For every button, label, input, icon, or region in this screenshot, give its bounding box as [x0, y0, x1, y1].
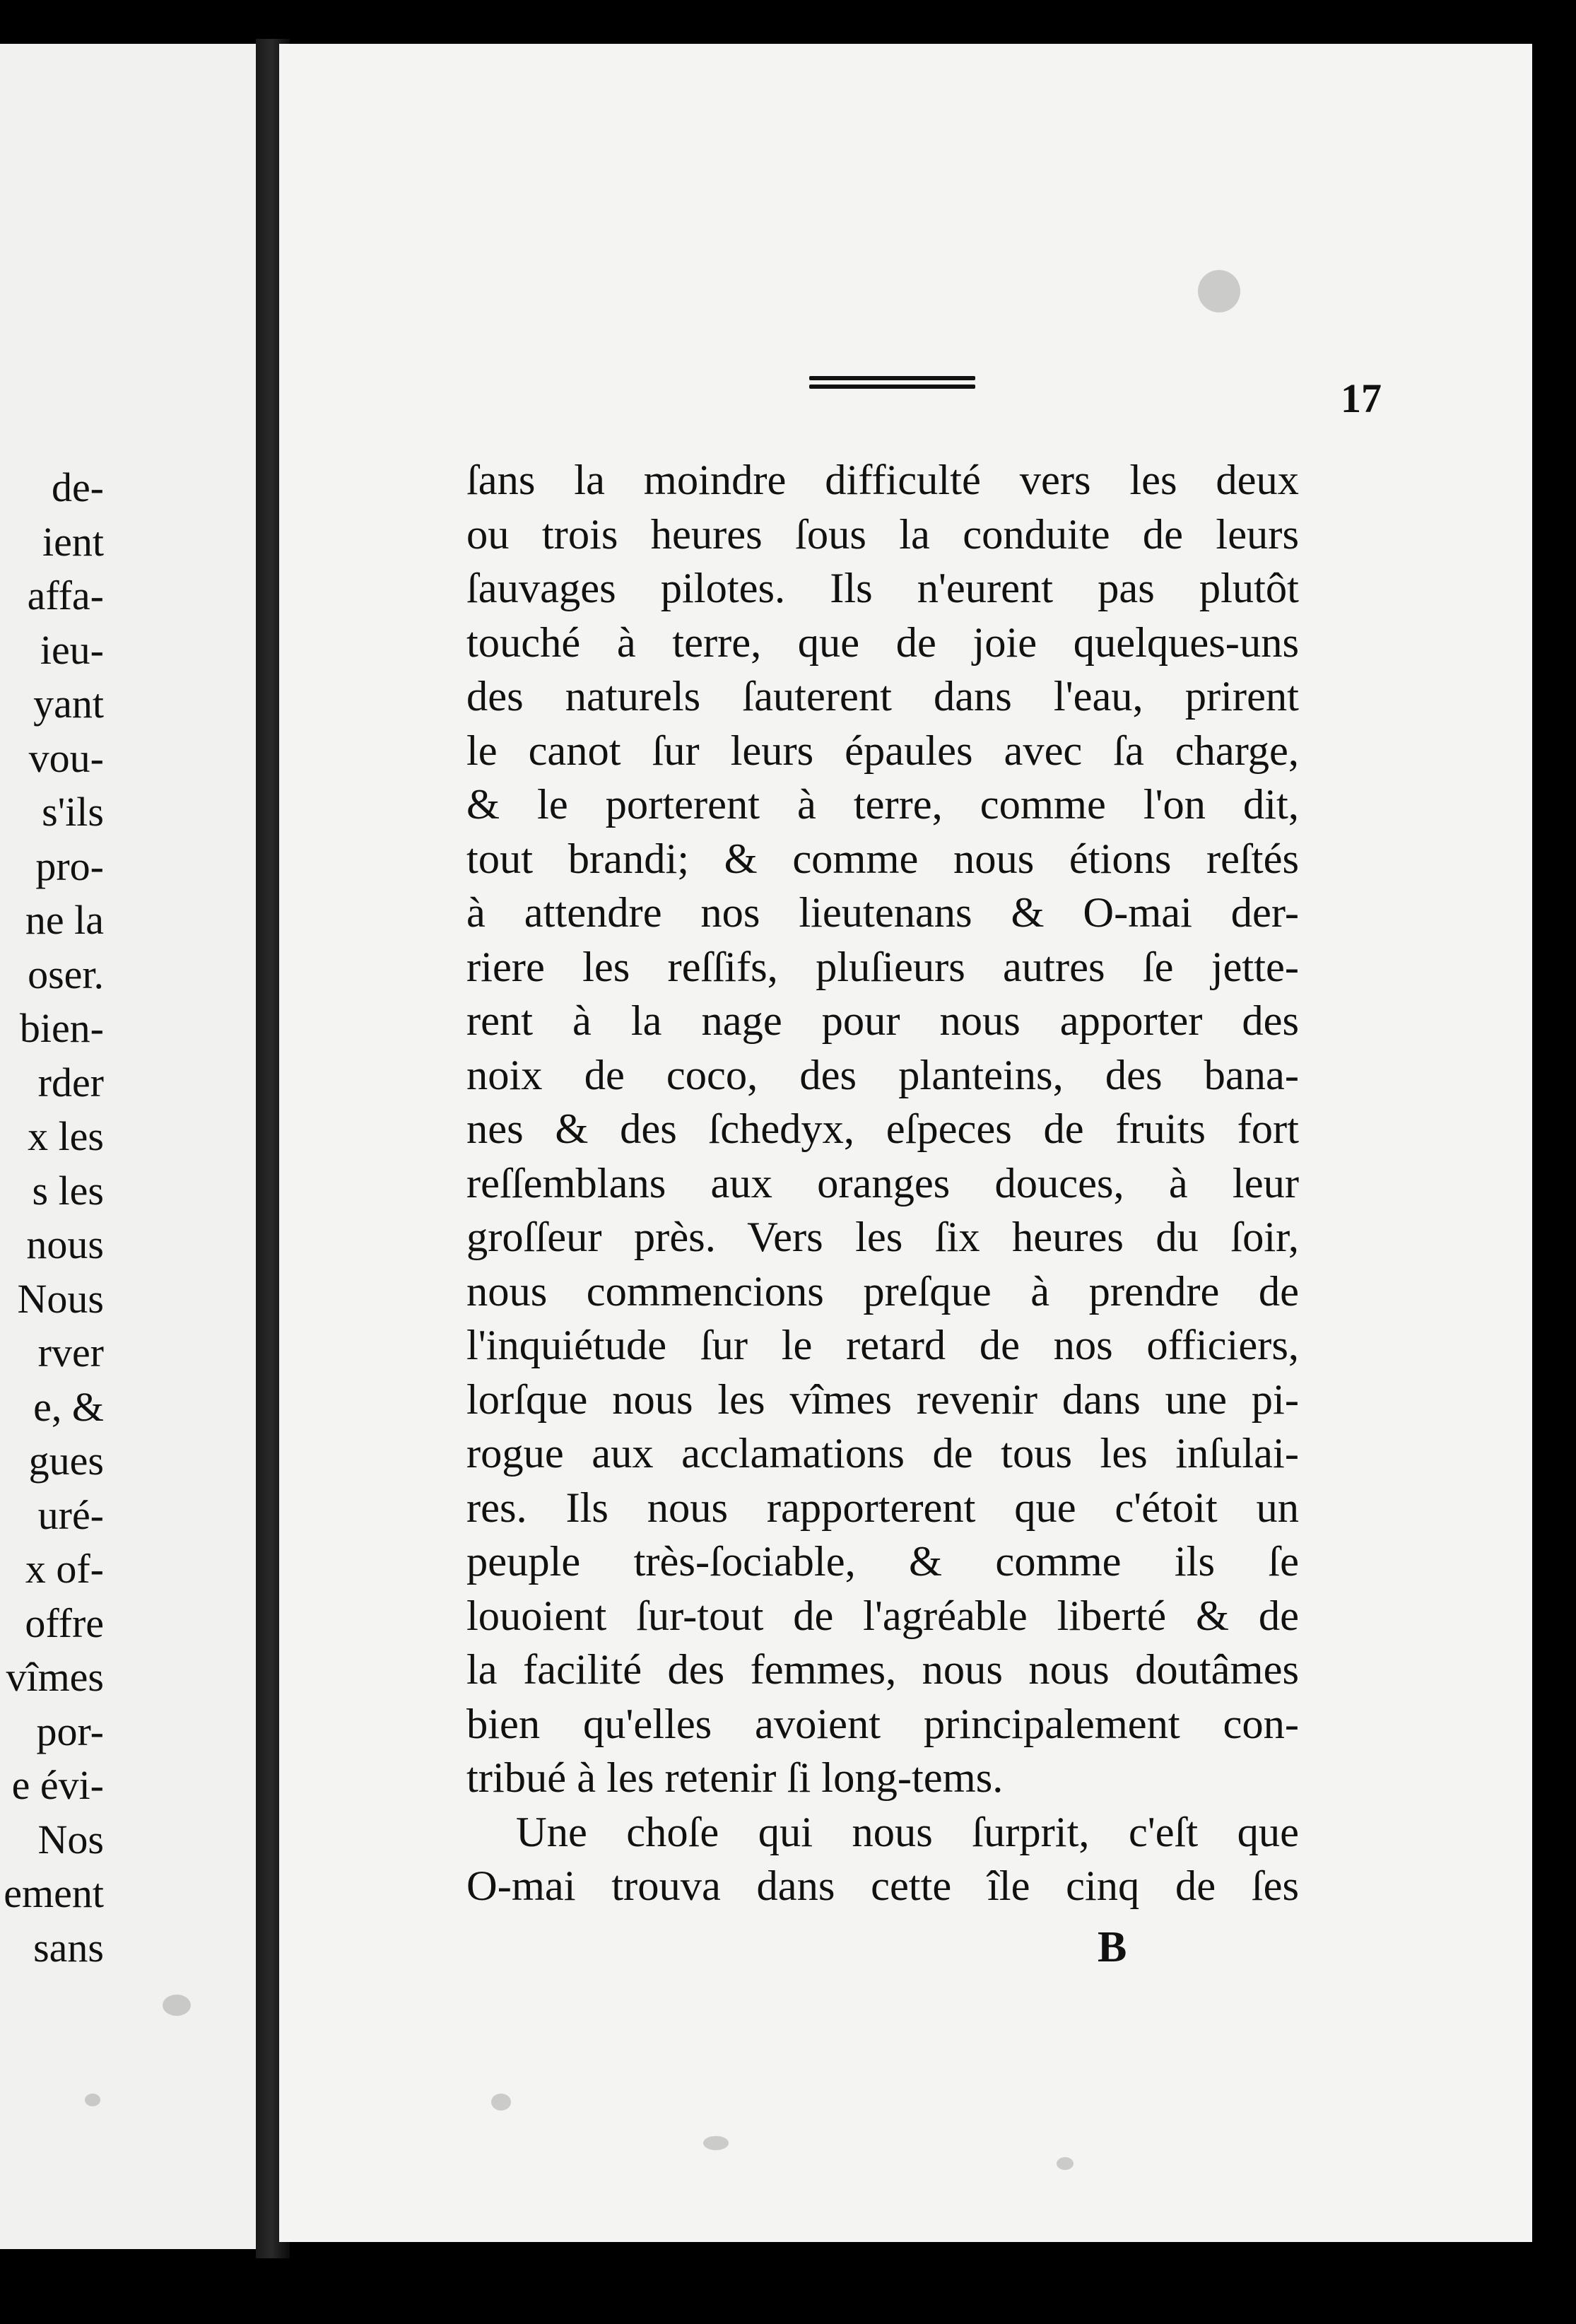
left-line: yant: [33, 681, 104, 727]
text-line: ou trois heures ſous la conduite de leurs: [466, 510, 1299, 558]
left-line: e, &: [33, 1383, 104, 1430]
text-line: louoient ſur-tout de l'agréable liberté & de: [466, 1592, 1299, 1640]
left-line: gues: [28, 1438, 104, 1484]
left-line: affa-: [27, 573, 104, 618]
paper-stain: [703, 2136, 729, 2150]
left-line: uré-: [37, 1491, 104, 1538]
left-line: s les: [32, 1167, 104, 1214]
text-line: groſſeur près. Vers les ſix heures du ſoir,: [466, 1214, 1299, 1261]
left-line: x les: [28, 1113, 104, 1159]
text-line: Une choſe qui nous ſurprit, c'eſt que: [516, 1808, 1299, 1856]
left-line: ne la: [25, 897, 104, 943]
left-line: vîmes: [6, 1654, 104, 1700]
signature-mark: B: [1098, 1923, 1127, 1971]
left-line: pro-: [35, 843, 104, 889]
text-line: tout brandi; & comme nous étions reſtés: [466, 835, 1299, 883]
text-line: à attendre nos lieutenans & O-mai der-: [466, 889, 1299, 937]
text-line: la facilité des femmes, nous nous doutâmes: [466, 1646, 1299, 1694]
paper-stain: [85, 2094, 100, 2106]
left-line: vou-: [28, 734, 104, 781]
paper-stain: [163, 1995, 191, 2016]
paper-stain: [1198, 270, 1240, 312]
text-line: bien qu'elles avoient principalement con-: [466, 1700, 1299, 1748]
left-facing-page: [0, 44, 263, 2249]
left-line: sans: [33, 1924, 104, 1971]
left-line: bien-: [19, 1005, 104, 1051]
paper-stain: [1057, 2157, 1074, 2170]
left-line: x of-: [25, 1546, 104, 1592]
left-page-text-fragments: [0, 461, 104, 1975]
left-line: por-: [36, 1708, 104, 1754]
left-line: rver: [37, 1330, 104, 1375]
text-line: rent à la nage pour nous apporter des: [466, 997, 1299, 1045]
left-line: offre: [25, 1600, 104, 1646]
page-number: 17: [1341, 375, 1382, 421]
header-rule-ornament: [809, 376, 975, 397]
left-line: ement: [4, 1870, 104, 1916]
text-line: nous commencions preſque à prendre de: [466, 1267, 1299, 1315]
text-line: peuple très-ſociable, & comme ils ſe: [466, 1538, 1299, 1585]
left-line: rder: [37, 1059, 104, 1105]
text-line: reſſemblans aux oranges douces, à leur: [466, 1159, 1299, 1207]
text-line: O-mai trouva dans cette île cinq de ſes: [466, 1862, 1299, 1910]
text-line: touché à terre, que de joie quelques-uns: [466, 618, 1299, 667]
text-line: riere les reſſifs, pluſieurs autres ſe jette-: [466, 943, 1299, 991]
text-line: & le porterent à terre, comme l'on dit,: [466, 781, 1299, 828]
left-line: s'ils: [42, 789, 104, 835]
left-line: ient: [42, 518, 104, 565]
text-line: l'inquiétude ſur le retard de nos officiers,: [466, 1322, 1299, 1369]
left-line: oser.: [28, 951, 104, 997]
text-line: noix de coco, des planteins, des bana-: [466, 1051, 1299, 1099]
text-line: ſans la moindre difficulté vers les deux: [466, 457, 1299, 504]
left-line: Nous: [17, 1275, 104, 1322]
left-line: ieu-: [40, 626, 104, 673]
text-line: lorſque nous les vîmes revenir dans une pi-: [466, 1375, 1299, 1424]
text-line: res. Ils nous rapporterent que c'étoit un: [466, 1484, 1299, 1532]
left-line: Nos: [37, 1816, 104, 1862]
text-line: le canot ſur leurs épaules avec ſa charge,: [466, 727, 1299, 775]
text-line: rogue aux acclamations de tous les inſulai-: [466, 1430, 1299, 1477]
text-line: ſauvages pilotes. Ils n'eurent pas plutôt: [466, 565, 1299, 612]
text-line: nes & des ſchedyx, eſpeces de fruits fort: [466, 1105, 1299, 1153]
text-line: tribué à les retenir ſi long-tems.: [466, 1754, 1004, 1802]
right-page: [279, 44, 1532, 2242]
paper-stain: [491, 2094, 511, 2111]
left-line: nous: [26, 1221, 104, 1267]
left-line: e évi-: [11, 1762, 104, 1808]
page-body-text: [466, 454, 1299, 1914]
left-line: de-: [51, 464, 104, 510]
text-line: des naturels ſauterent dans l'eau, prirent: [466, 673, 1299, 720]
